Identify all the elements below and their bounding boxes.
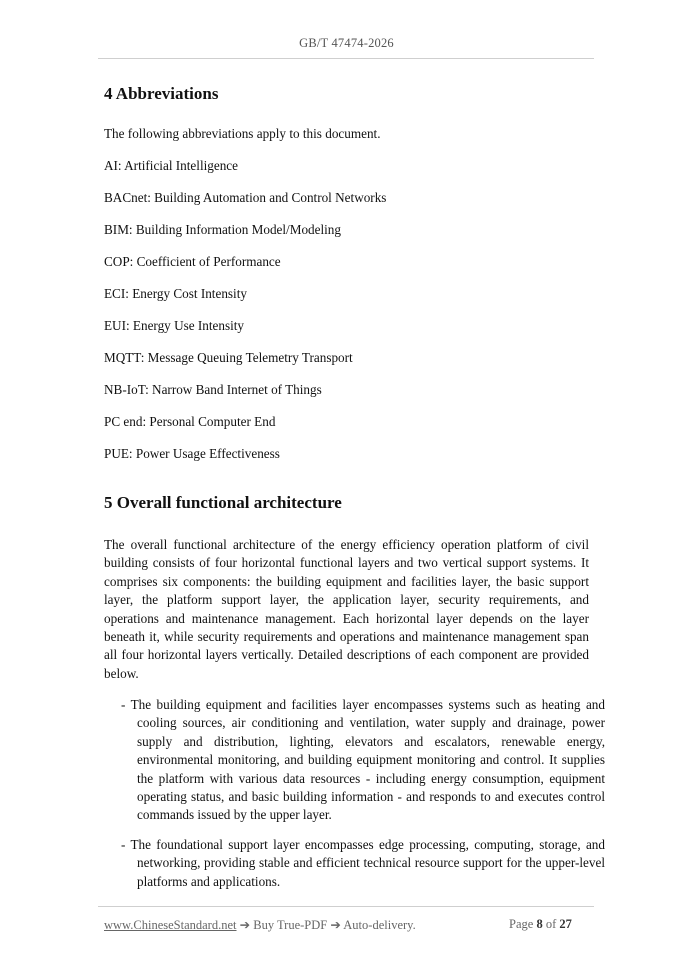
abbreviation-item: MQTT: Message Queuing Telemetry Transport <box>104 350 353 365</box>
header-divider <box>98 58 594 59</box>
abbreviation-item: COP: Coefficient of Performance <box>104 254 281 269</box>
abbreviation-item: NB-IoT: Narrow Band Internet of Things <box>104 382 322 397</box>
footer-links <box>104 917 416 933</box>
of-label: of <box>545 917 557 931</box>
footer-divider <box>98 906 594 907</box>
abbreviation-item: AI: Artificial Intelligence <box>104 158 239 173</box>
document-id-header: GB/T 47474-2026 <box>299 36 394 50</box>
auto-delivery-text: Auto-delivery. <box>343 918 416 932</box>
abbreviation-item: BACnet: Building Automation and Control Networks <box>104 190 387 205</box>
section-5-heading: 5 Overall functional architecture <box>104 493 342 512</box>
arrow-right-icon: ➔ <box>236 918 254 932</box>
abbreviation-item: PUE: Power Usage Effectiveness <box>104 446 280 461</box>
bullet-equipment-layer: - The building equipment and facilities layer encompasses systems such as heating and cooling sources, air conditioning and ventilation, water supply and drainage, power supply and distribution, lighting, elevators and escalators, renewable energy, environmental monitoring, and building equipment monitoring and control. It supplies the platform with various data resources - including energy consumption, equipment operating status, and basic building information - and responds to and executes control commands issued by the upper layer. <box>121 697 605 823</box>
total-pages: 27 <box>559 917 572 931</box>
architecture-paragraph: The overall functional architecture of the energy efficiency operation platform of civil building consists of four horizontal functional layers and two vertical support systems. It comprises six components: the building equipment and facilities layer, the basic support layer, the platform support layer, the application layer, security requirements, and operations and maintenance management. Each horizontal layer depends on the layer beneath it, while security requirements and operations and maintenance management span all four horizontal layers vertically. Detailed descriptions of each component are provided below. <box>104 537 589 681</box>
abbreviation-item: PC end: Personal Computer End <box>104 414 276 429</box>
abbreviations-intro: The following abbreviations apply to this document. <box>104 126 381 141</box>
current-page: 8 <box>536 917 543 931</box>
bullet-foundational-layer: - The foundational support layer encompasses edge processing, computing, storage, and networking, providing stable and efficient technical resource support for the upper-level platforms and applications. <box>121 837 605 889</box>
site-link[interactable]: www.ChineseStandard.net <box>104 918 237 932</box>
abbreviation-item: BIM: Building Information Model/Modeling <box>104 222 341 237</box>
buy-pdf-text: Buy True-PDF <box>253 918 328 932</box>
abbreviation-item: EUI: Energy Use Intensity <box>104 318 245 333</box>
arrow-right-icon: ➔ <box>327 918 344 932</box>
page-label: Page <box>509 917 534 931</box>
page-number <box>509 917 572 932</box>
abbreviation-item: ECI: Energy Cost Intensity <box>104 286 247 301</box>
section-4-heading: 4 Abbreviations <box>104 84 219 103</box>
